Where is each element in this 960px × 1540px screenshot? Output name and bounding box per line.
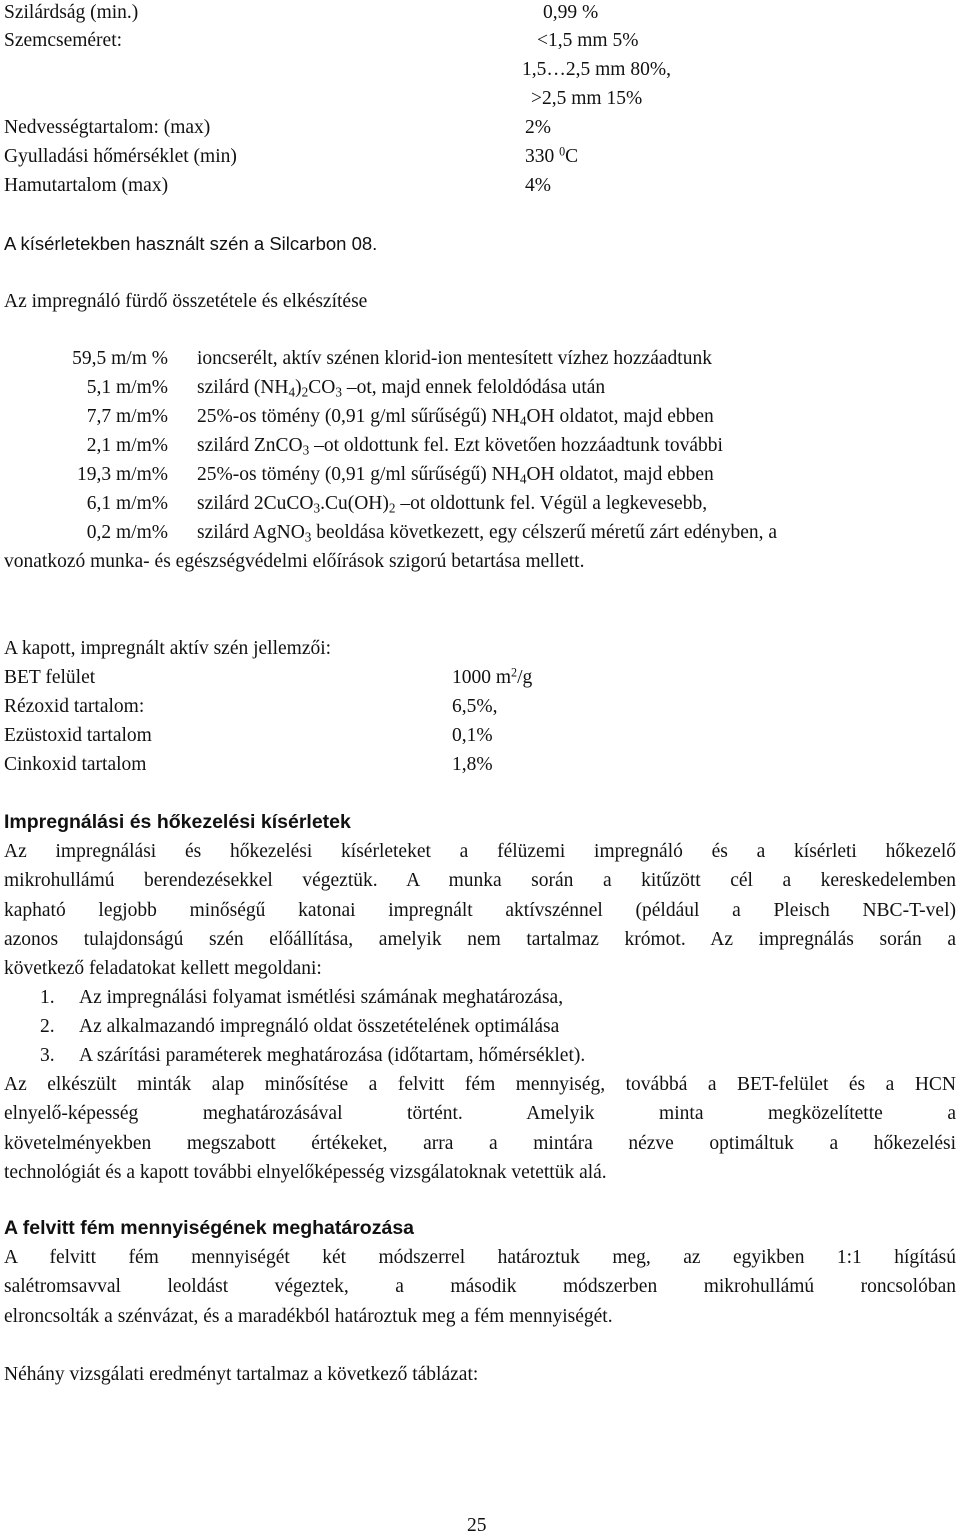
bath-step: ioncserélt, aktív szénen klorid-ion mentesített vízhez hozzáadtunk (197, 348, 712, 369)
bath-step: szilárd $2CuCO_3.Cu(OH)_2$ –ot oldottunk fel. Végül a legkevesebb, (197, 493, 708, 516)
spec-value-grain-large: >2,5 mm 15% (531, 88, 643, 109)
bath-step: szilárd AgNO$_3$ beoldása következett, egy célszerű méretű zárt edényben, a (197, 522, 778, 545)
bath-step: szilárd ZnCO$_3$ –ot oldottunk fel. Ezt követően hozzáadtunk további (197, 435, 723, 458)
property-label-zn: Cinkoxid tartalom (4, 754, 147, 775)
bath-safety-note: vonatkozó munka- és egészségvédelmi előírások szigorú betartása mellett. (4, 551, 585, 572)
bath-amount: 7,7 m/m% (86, 406, 168, 427)
paragraph-line: technológiát és a kapott további elnyelőképesség vizsgálatoknak vetettük alá. (4, 1161, 607, 1183)
paragraph-line: elnyelő-képesség meghatározásával történt. Amelyik minta megközelítette a (4, 1103, 956, 1125)
property-value-cuo: 6,5%, (452, 696, 498, 717)
section2-paragraph-1 (4, 1243, 956, 1331)
property-value-ag: 0,1% (452, 725, 493, 746)
bath-amount: 5,1 m/m% (86, 377, 168, 398)
carbon-note: A kísérletekben használt szén a Silcarbon 08. (4, 233, 378, 254)
list-number: 2. (40, 1016, 55, 1037)
paragraph-line: Az impregnálási és hőkezelési kísérleteket a félüzemi impregnáló és a kísérleti hőkezelő (4, 841, 956, 862)
spec-label-ash: Hamutartalom (max) (4, 175, 169, 196)
spec-label-grain: Szemcseméret: (4, 30, 123, 51)
list-item: Az impregnálási folyamat ismétlési számának meghatározása, (79, 987, 564, 1008)
bath-amount: 59,5 m/m % (72, 348, 168, 369)
bath-step: szilárd $(NH_4)_2CO_3$ –ot, majd ennek feloldódása után (197, 377, 606, 400)
property-label-bet: BET felület (4, 667, 96, 688)
paragraph-line: elroncsolták a szénvázat, és a maradékból határoztuk meg a fém mennyiségét. (4, 1305, 613, 1327)
spec-label-ignition: Gyulladási hőmérséklet (min) (4, 146, 237, 167)
list-item: A szárítási paraméterek meghatározása (időtartam, hőmérséklet). (79, 1045, 586, 1066)
bath-amount: 0,2 m/m% (86, 522, 168, 543)
paragraph-line: kapható legjobb minőségű katonai impregnált aktívszénnel (például a Pleisch NBC-T-vel) (4, 899, 956, 921)
paragraph-line: követelményekben megszabott értékeket, arra a mintára nézve optimáltuk a hőkezelési (4, 1132, 956, 1154)
list-item: Az alkalmazandó impregnáló oldat összetételének optimálása (79, 1016, 560, 1037)
list-number: 1. (40, 987, 55, 1008)
section1-paragraph-2 (4, 1070, 956, 1187)
spec-value-ignition: 330 $^0$C (525, 144, 579, 167)
paragraph-line: A felvitt fém mennyiségét két módszerrel határoztuk meg, az egyikben 1:1 hígítású (4, 1247, 956, 1268)
table-intro: Néhány vizsgálati eredményt tartalmaz a következő táblázat: (4, 1364, 479, 1385)
section-heading-metal-quantity: A felvitt fém mennyiségének meghatározása (4, 1217, 415, 1239)
properties-title: A kapott, impregnált aktív szén jellemzői: (4, 638, 332, 659)
spec-label-moisture: Nedvességtartalom: (max) (4, 117, 211, 138)
section-heading-impregnation: Impregnálási és hőkezelési kísérletek (4, 811, 351, 833)
bath-amount: 19,3 m/m% (77, 464, 168, 485)
paragraph-line: mikrohullámú berendezésekkel végeztük. A munka során a kitűzött cél a kereskedelemben (4, 870, 956, 892)
list-number: 3. (40, 1045, 55, 1066)
bath-amount: 6,1 m/m% (86, 493, 168, 514)
paragraph-line: salétromsavval leoldást végeztek, a második módszerben mikrohullámú roncsolóban (4, 1276, 956, 1298)
spec-value-ash: 4% (525, 175, 551, 196)
property-label-cuo: Rézoxid tartalom: (4, 696, 145, 717)
property-value-zn: 1,8% (452, 754, 493, 775)
spec-value-grain-small: <1,5 mm 5% (537, 30, 639, 51)
spec-value-strength: 0,99 % (543, 2, 599, 23)
spec-label-strength: Szilárdság (min.) (4, 2, 139, 23)
section1-paragraph-1 (4, 837, 956, 983)
spec-value-moisture: 2% (525, 117, 551, 138)
paragraph-line: azonos tulajdonságú szén előállítása, amelyik nem tartalmaz krómot. Az impregnálás során a (4, 928, 956, 950)
bath-step: 25%-os tömény (0,91 g/ml sűrűségű) $NH_4OH$ oldatot, majd ebben (197, 464, 714, 487)
property-value-bet: 1000 $m^2/g$ (452, 665, 533, 688)
property-label-ag: Ezüstoxid tartalom (4, 725, 152, 746)
page-number: 25 (467, 1515, 487, 1536)
bath-amount: 2,1 m/m% (86, 435, 168, 456)
bath-title: Az impregnáló fürdő összetétele és elkészítése (4, 291, 368, 312)
bath-step: 25%-os tömény (0,91 g/ml sűrűségű) $NH_4OH$ oldatot, majd ebben (197, 406, 714, 429)
spec-value-grain-mid: 1,5…2,5 mm 80%, (522, 59, 671, 80)
paragraph-line: következő feladatokat kellett megoldani: (4, 958, 322, 980)
paragraph-line: Az elkészült minták alap minősítése a felvitt fém mennyiség, továbbá a BET-felület és a HCN (4, 1074, 956, 1095)
